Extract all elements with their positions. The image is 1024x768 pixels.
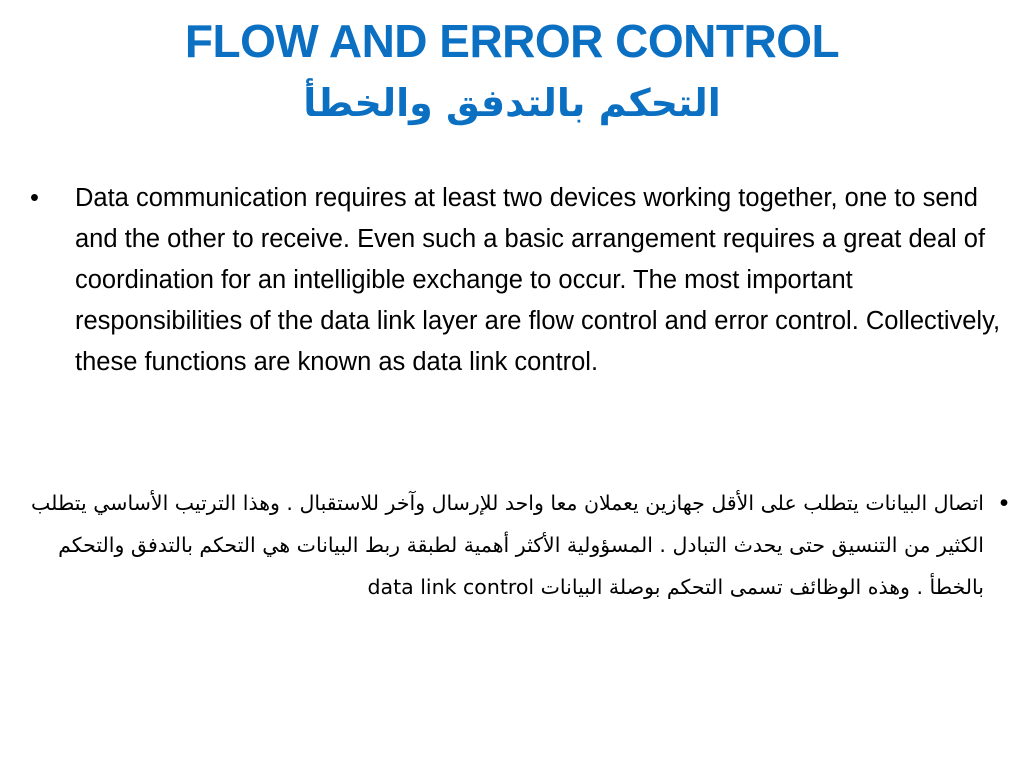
bullet-dot: • [999, 489, 1009, 517]
bullet-item-english [30, 178, 1016, 383]
bullet-dot: • [30, 184, 39, 212]
bullet-text-arabic: اتصال البيانات يتطلب على الأقل جهازين يعملان معا واحد للإرسال وآخر للاستقبال . وهذا الترتيب الأساسي يتطلب الكثير من التنسيق حتى يحدث التبادل . المسؤولية الأكثر أهمية لطبقة ربط البيانات هي التحكم بالتدفق والتحكم بالخطأ . وهذه الوظائف تسمى التحكم بوصلة البيانات data link control [31, 491, 984, 599]
bullet-text-english: Data communication requires at least two devices working together, one to send and the other to receive. Even such a basic arrangement requires a great deal of coordination for an intelligible exchange to occur. The most important responsibilities of the data link layer are flow control and error control. Collectively, these functions are known as data link control. [75, 184, 1001, 376]
slide-title-arabic: التحكم بالتدفق والخطأ [303, 81, 721, 125]
bullet-item-arabic [30, 482, 1024, 608]
slide-title-english: FLOW AND ERROR CONTROL [184, 15, 840, 67]
